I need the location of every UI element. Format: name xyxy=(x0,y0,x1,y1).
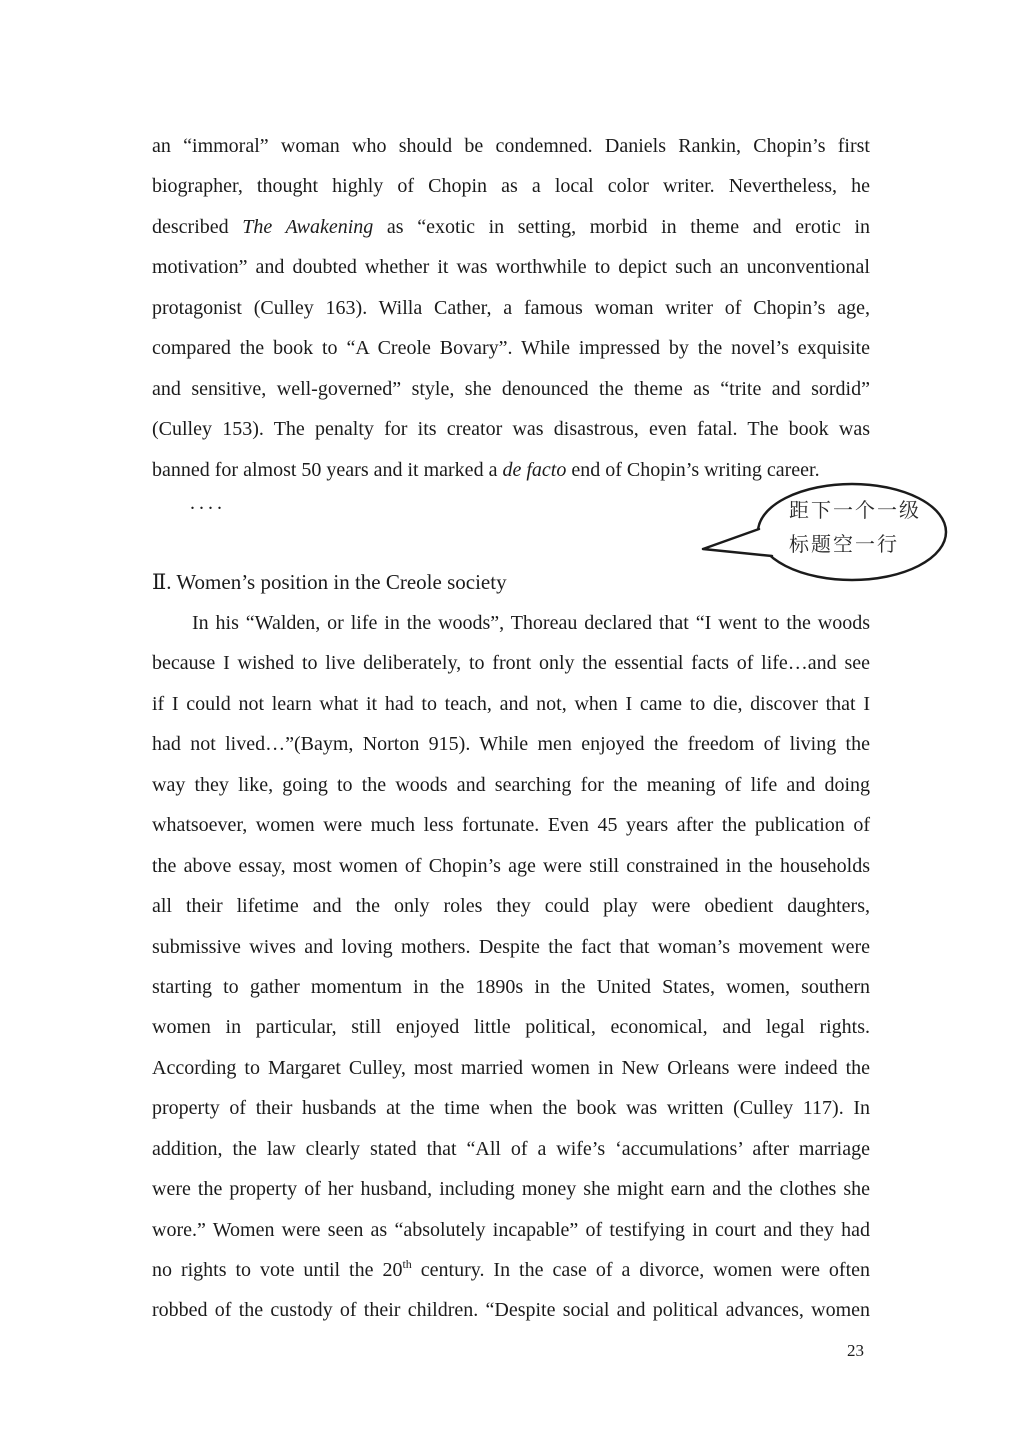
text-line xyxy=(152,207,870,247)
text-line xyxy=(152,643,870,683)
text-segment: banned for almost 50 years and it marked a xyxy=(152,458,503,481)
text-line xyxy=(152,1210,870,1250)
annotation-text-line2: 标题空一行 xyxy=(789,534,899,556)
text-line xyxy=(152,1048,870,1088)
text-segment: were the property of her husband, including money she might earn and the clothes she xyxy=(152,1178,870,1201)
text-line xyxy=(152,1290,870,1330)
text-segment: addition, the law clearly stated that “All of a wife’s ‘accumulations’ after marriage xyxy=(152,1137,870,1160)
text-segment: According to Margaret Culley, most married women in New Orleans were indeed the xyxy=(152,1056,870,1079)
annotation-bubble xyxy=(693,480,955,586)
paragraph-chopin-critics xyxy=(152,126,870,490)
text-line xyxy=(152,967,870,1007)
omission-marker: .... xyxy=(190,492,226,514)
text-line xyxy=(152,1169,870,1209)
text-segment: century. In the case of a divorce, women were often xyxy=(411,1259,871,1281)
text-line xyxy=(152,409,870,449)
text-segment: starting to gather momentum in the 1890s in the United States, women, southern xyxy=(152,975,870,998)
text-segment: women in particular, still enjoyed little political, economical, and legal rights. xyxy=(152,1016,870,1039)
text-segment: described xyxy=(152,215,243,238)
text-segment: motivation” and doubted whether it was worthwhile to depict such an unconventional xyxy=(152,256,870,279)
paragraph-women-position xyxy=(152,603,870,1331)
text-line xyxy=(152,927,870,967)
section-heading: Ⅱ. Women’s position in the Creole society xyxy=(152,570,507,594)
text-segment: because I wished to live deliberately, to front only the essential facts of life…and see xyxy=(152,652,870,675)
text-segment: and sensitive, well-governed” style, she denounced the theme as “trite and sordid” xyxy=(152,377,870,400)
text-segment: all their lifetime and the only roles they could play were obedient daughters, xyxy=(152,895,870,918)
text-line xyxy=(152,724,870,764)
text-segment: the above essay, most women of Chopin’s age were still constrained in the households xyxy=(152,854,870,877)
text-segment: whatsoever, women were much less fortunate. Even 45 years after the publication of xyxy=(152,814,870,837)
text-line xyxy=(152,886,870,926)
text-segment: property of their husbands at the time when the book was written (Culley 117). In xyxy=(152,1097,870,1120)
text-line xyxy=(152,846,870,886)
text-line xyxy=(152,1250,870,1290)
text-line xyxy=(152,126,870,166)
page-number: 23 xyxy=(847,1341,864,1360)
text-line xyxy=(152,684,870,724)
annotation-text xyxy=(789,494,921,562)
text-segment-italic: The Awakening xyxy=(242,215,374,238)
text-segment: no rights to vote until the 20 xyxy=(152,1259,403,1281)
text-line xyxy=(152,328,870,368)
text-segment: an “immoral” woman who should be condemned. Daniels Rankin, Chopin’s first xyxy=(152,135,870,157)
text-line xyxy=(152,1088,870,1128)
text-segment: robbed of the custody of their children. “Despite social and political advances, women xyxy=(152,1299,870,1322)
text-line xyxy=(152,1129,870,1169)
text-segment: compared the book to “A Creole Bovary”. While impressed by the novel’s exquisite xyxy=(152,337,870,360)
text-segment: if I could not learn what it had to teach, and not, when I came to die, discover that I xyxy=(152,692,870,715)
text-segment: end of Chopin’s writing career. xyxy=(566,458,820,481)
text-segment: In his “Walden, or life in the woods”, Thoreau declared that “I went to the woods xyxy=(192,612,870,634)
text-line xyxy=(152,805,870,845)
text-line xyxy=(152,247,870,287)
text-segment-italic: de facto xyxy=(502,458,567,481)
text-line xyxy=(152,369,870,409)
text-segment: (Culley 153). The penalty for its creator was disastrous, even fatal. The book was xyxy=(152,418,870,441)
annotation-text-line1: 距下一个一级 xyxy=(789,500,921,522)
text-line xyxy=(152,765,870,805)
text-segment: submissive wives and loving mothers. Despite the fact that woman’s movement were xyxy=(152,935,870,958)
text-line xyxy=(152,166,870,206)
text-segment: as “exotic in setting, morbid in theme and erotic in xyxy=(373,215,870,238)
text-line xyxy=(152,603,870,643)
text-segment: had not lived…”(Baym, Norton 915). While men enjoyed the freedom of living the xyxy=(152,733,870,756)
text-segment: way they like, going to the woods and searching for the meaning of life and doing xyxy=(152,773,870,796)
text-line xyxy=(152,288,870,328)
text-segment-sup: th xyxy=(402,1257,412,1271)
text-line xyxy=(152,1007,870,1047)
text-segment: protagonist (Culley 163). Willa Cather, a famous woman writer of Chopin’s age, xyxy=(152,296,870,319)
text-segment: biographer, thought highly of Chopin as a local color writer. Nevertheless, he xyxy=(152,175,870,198)
text-segment: wore.” Women were seen as “absolutely incapable” of testifying in court and they had xyxy=(152,1218,870,1241)
